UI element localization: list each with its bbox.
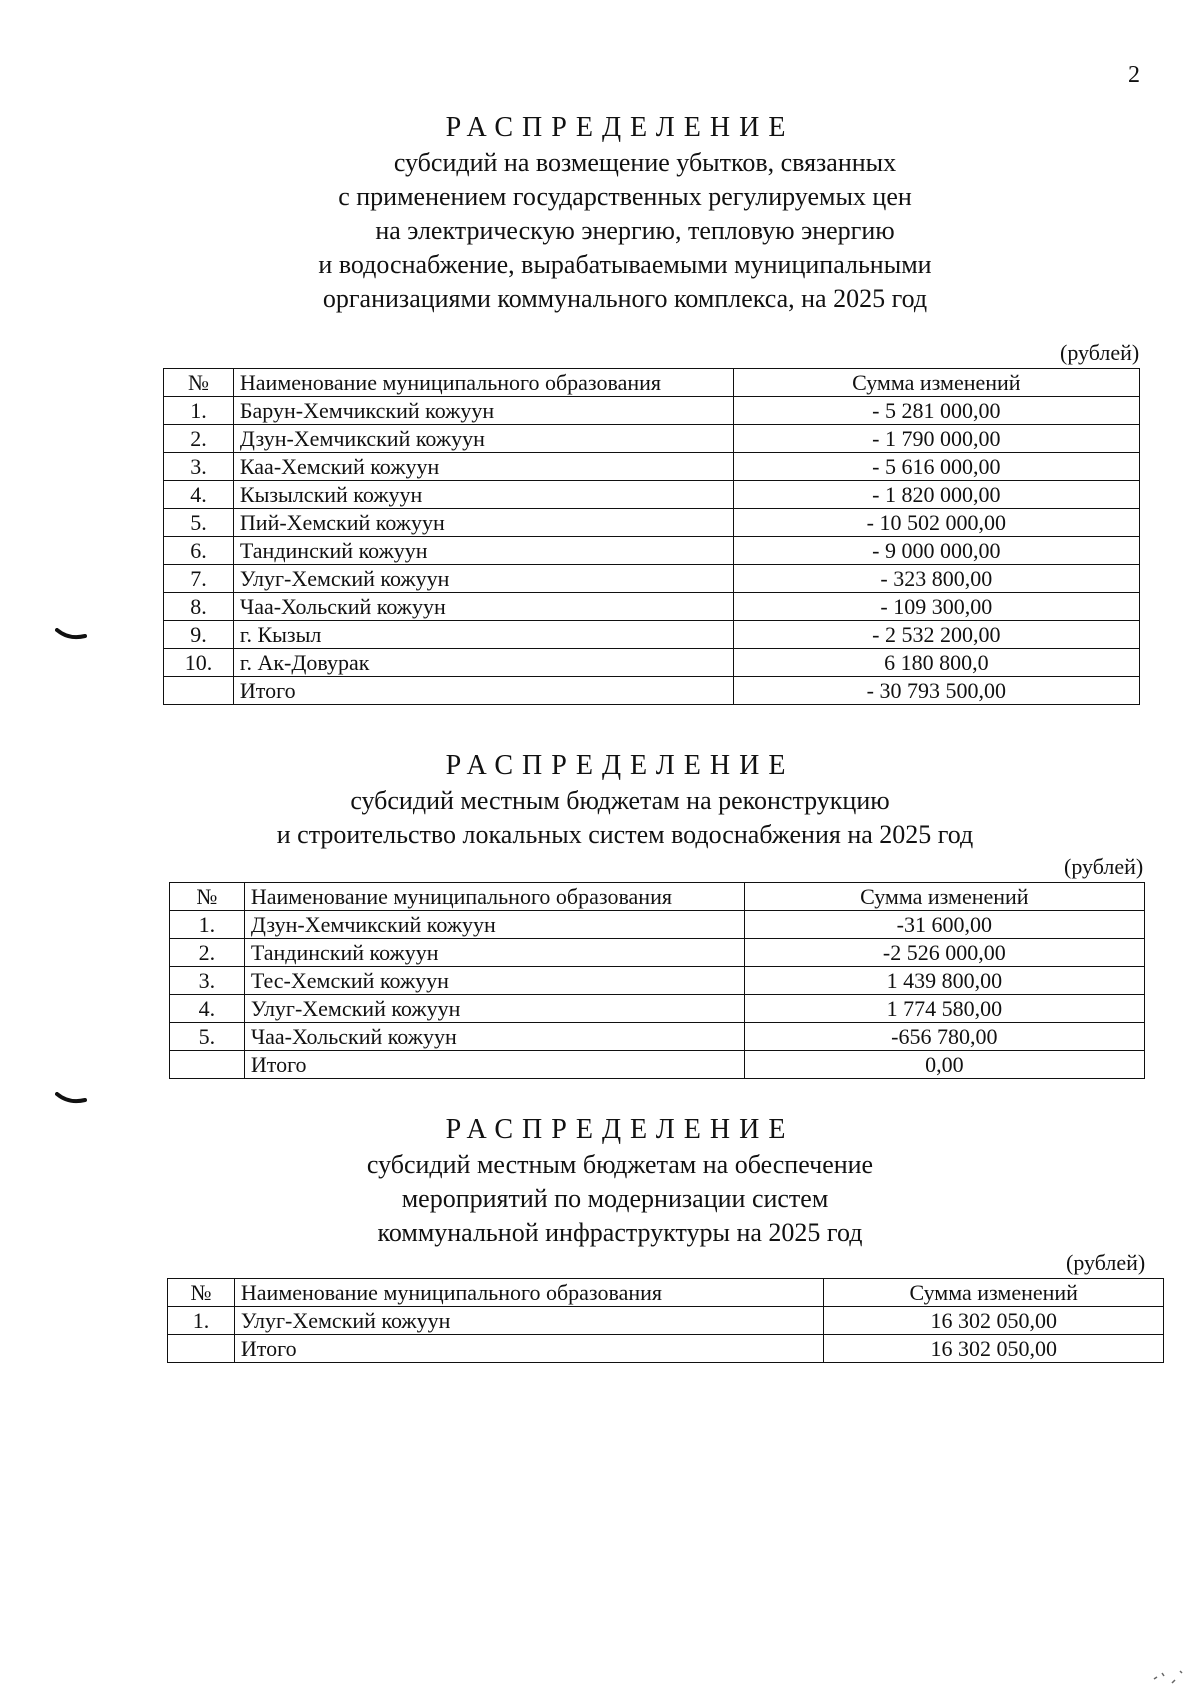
section-2-subtitle-line: и строительство локальных систем водоснабжения на 2025 год (276, 820, 974, 849)
row-sum: - 2 532 200,00 (733, 621, 1139, 649)
punch-mark (55, 1092, 87, 1106)
row-name: Дзун-Хемчикский кожуун (233, 425, 733, 453)
column-header-sum: Сумма изменений (733, 369, 1139, 397)
section-3-unit: (рублей) (1066, 1250, 1146, 1275)
total-number-cell (164, 677, 234, 705)
section-3-subtitle-line: субсидий местным бюджетам на обеспечение (366, 1150, 874, 1179)
section-1-subtitle-line: на электрическую энергию, тепловую энергию (375, 216, 895, 245)
section-2-subtitle-line: субсидий местным бюджетам на реконструкцию (350, 786, 890, 815)
table-row (164, 593, 1140, 621)
table-row (170, 967, 1145, 995)
row-number: 8. (164, 593, 234, 621)
section-2-header (0, 748, 1200, 852)
row-sum: - 1 820 000,00 (733, 481, 1139, 509)
row-number: 4. (170, 995, 245, 1023)
row-name: Барун-Хемчикский кожуун (233, 397, 733, 425)
row-number: 2. (170, 939, 245, 967)
section-1-subtitle-line: организациями коммунального комплекса, на 2025 год (322, 284, 928, 313)
row-name: Тандинский кожуун (244, 939, 744, 967)
section-1-subtitle-line: субсидий на возмещение убытков, связанных (393, 148, 897, 177)
table-row (164, 621, 1140, 649)
column-header-sum: Сумма изменений (824, 1279, 1164, 1307)
row-number: 5. (164, 509, 234, 537)
table-header-row (170, 883, 1145, 911)
column-header-name: Наименование муниципального образования (234, 1279, 824, 1307)
column-header-number: № (170, 883, 245, 911)
row-sum: -2 526 000,00 (744, 939, 1144, 967)
table-row (170, 1023, 1145, 1051)
section-2-heading: РАСПРЕДЕЛЕНИЕ (445, 750, 795, 781)
total-row (170, 1051, 1145, 1079)
row-name: Чаа-Хольский кожуун (233, 593, 733, 621)
row-sum: - 10 502 000,00 (733, 509, 1139, 537)
section-1-unit: (рублей) (1060, 340, 1140, 365)
section-3-subtitle-line: мероприятий по модернизации систем (401, 1184, 829, 1213)
row-name: Тандинский кожуун (233, 537, 733, 565)
section-3-subtitle-line: коммунальной инфраструктуры на 2025 год (377, 1218, 863, 1247)
punch-mark (55, 628, 87, 642)
row-number: 9. (164, 621, 234, 649)
column-header-number: № (164, 369, 234, 397)
row-sum: - 1 790 000,00 (733, 425, 1139, 453)
table-row (170, 939, 1145, 967)
total-number-cell (170, 1051, 245, 1079)
total-label: Итого (244, 1051, 744, 1079)
table-header-row (168, 1279, 1164, 1307)
table-row (164, 537, 1140, 565)
row-number: 1. (164, 397, 234, 425)
row-sum: - 109 300,00 (733, 593, 1139, 621)
row-number: 2. (164, 425, 234, 453)
row-name: Улуг-Хемский кожуун (244, 995, 744, 1023)
row-sum: - 5 281 000,00 (733, 397, 1139, 425)
table-row (164, 397, 1140, 425)
row-number: 3. (170, 967, 245, 995)
row-sum: -31 600,00 (744, 911, 1144, 939)
row-sum: 16 302 050,00 (824, 1307, 1164, 1335)
row-name: г. Кызыл (233, 621, 733, 649)
row-sum: 1 439 800,00 (744, 967, 1144, 995)
total-label: Итого (233, 677, 733, 705)
total-sum: 0,00 (744, 1051, 1144, 1079)
section-1-table (163, 368, 1140, 705)
table-row (170, 911, 1145, 939)
row-sum: - 323 800,00 (733, 565, 1139, 593)
row-sum: -656 780,00 (744, 1023, 1144, 1051)
column-header-name: Наименование муниципального образования (244, 883, 744, 911)
table-row (164, 509, 1140, 537)
row-name: Кызылский кожуун (233, 481, 733, 509)
row-name: Дзун-Хемчикский кожуун (244, 911, 744, 939)
row-sum: - 5 616 000,00 (733, 453, 1139, 481)
section-2-table (169, 882, 1145, 1079)
total-number-cell (168, 1335, 235, 1363)
total-row (164, 677, 1140, 705)
table-row (164, 649, 1140, 677)
row-number: 1. (170, 911, 245, 939)
page-number: 2 (1128, 62, 1140, 88)
table-row (164, 565, 1140, 593)
row-sum: - 9 000 000,00 (733, 537, 1139, 565)
row-name: Улуг-Хемский кожуун (233, 565, 733, 593)
table-row (164, 481, 1140, 509)
section-1-header (0, 110, 1200, 316)
section-3-heading: РАСПРЕДЕЛЕНИЕ (445, 1114, 795, 1145)
table-row (168, 1307, 1164, 1335)
column-header-name: Наименование муниципального образования (233, 369, 733, 397)
total-row (168, 1335, 1164, 1363)
scan-artifact (1150, 1665, 1190, 1689)
column-header-sum: Сумма изменений (744, 883, 1144, 911)
total-sum: 16 302 050,00 (824, 1335, 1164, 1363)
row-name: Тес-Хемский кожуун (244, 967, 744, 995)
section-1-subtitle-line: с применением государственных регулируемых цен (338, 182, 912, 211)
row-name: Улуг-Хемский кожуун (234, 1307, 824, 1335)
row-number: 4. (164, 481, 234, 509)
column-header-number: № (168, 1279, 235, 1307)
row-sum: 6 180 800,0 (733, 649, 1139, 677)
table-row (164, 453, 1140, 481)
row-number: 7. (164, 565, 234, 593)
section-3-header (0, 1112, 1200, 1250)
table-row (164, 425, 1140, 453)
row-number: 6. (164, 537, 234, 565)
row-number: 3. (164, 453, 234, 481)
section-1-heading: РАСПРЕДЕЛЕНИЕ (445, 112, 795, 143)
total-sum: - 30 793 500,00 (733, 677, 1139, 705)
row-name: Каа-Хемский кожуун (233, 453, 733, 481)
table-row (170, 995, 1145, 1023)
section-3-table (167, 1278, 1164, 1363)
section-1-subtitle-line: и водоснабжение, вырабатываемыми муниципальными (318, 250, 932, 279)
row-name: Пий-Хемский кожуун (233, 509, 733, 537)
row-number: 10. (164, 649, 234, 677)
row-number: 1. (168, 1307, 235, 1335)
row-number: 5. (170, 1023, 245, 1051)
section-2-unit: (рублей) (1064, 854, 1144, 879)
row-name: Чаа-Хольский кожуун (244, 1023, 744, 1051)
row-name: г. Ак-Довурак (233, 649, 733, 677)
table-header-row (164, 369, 1140, 397)
total-label: Итого (234, 1335, 824, 1363)
row-sum: 1 774 580,00 (744, 995, 1144, 1023)
